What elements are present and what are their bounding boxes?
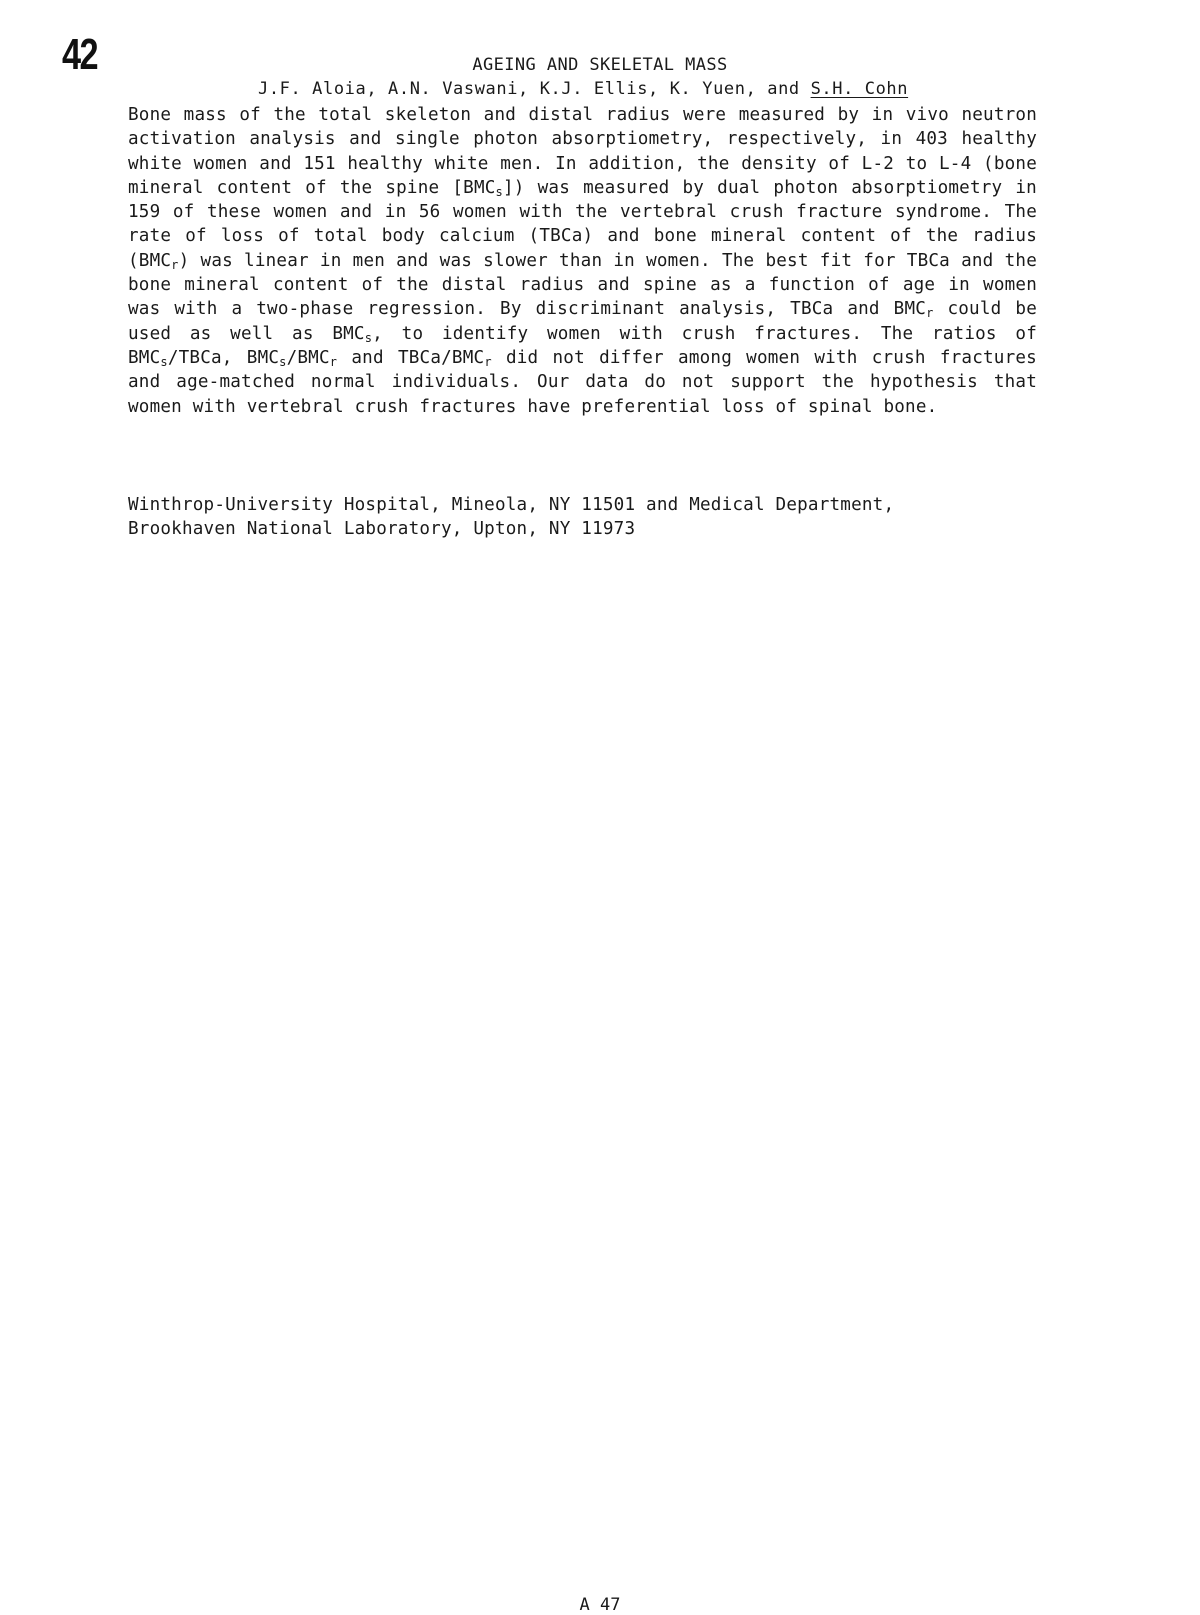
affiliation-line: Winthrop-University Hospital, Mineola, NY 11501 and Medical Department, <box>128 495 895 515</box>
abstract-fragment: , to identify women with crush fractures. The ratios of BMC <box>128 323 1038 368</box>
abstract-fragment: /TBCa, BMC <box>167 347 280 368</box>
subscript: s <box>364 330 373 345</box>
paper-title: AGEING AND SKELETAL MASS <box>472 55 728 75</box>
abstract-fragment: and TBCa/BMC <box>337 347 485 368</box>
page-number: 42 <box>62 30 98 79</box>
abstract-fragment: ]) was measured by dual photon absorptiometry in 159 of these women and in 56 women with the vertebral crush fracture syndrome. The rate of loss of total body calcium (TBCa) and bone mineral content of the radius (BMC <box>128 177 1037 271</box>
folio: A 47 <box>579 1595 621 1615</box>
abstract-fragment: could be used as well as BMC <box>128 299 1037 344</box>
subscript: r <box>926 306 934 321</box>
subscript: r <box>329 354 338 369</box>
abstract-fragment: Bone mass of the total skeleton and distal radius were measured by in vivo neutron activation analysis and single photon absorptiometry, respectively, in 403 healthy white women and 151 healthy white men. In addition, the density of L-2 to L-4 (bone mineral content of the spine [BMC <box>128 105 1037 198</box>
subscript: s <box>160 354 168 369</box>
authors-text: J.F. Aloia, A.N. Vaswani, K.J. Ellis, K. Yuen, and <box>258 79 811 99</box>
subscript: s <box>279 354 287 369</box>
subscript: r <box>484 354 492 369</box>
affiliation <box>128 493 894 542</box>
abstract-fragment: ) was linear in men and was slower than in women. The best fit for TBCa and the bone mineral content of the distal radius and spine as a function of age in women was with a two-phase regression. By discriminant analysis, TBCa and BMC <box>128 250 1037 320</box>
subscript: r <box>171 257 179 272</box>
presenting-author: S.H. Cohn <box>810 79 909 99</box>
affiliation-line: Brookhaven National Laboratory, Upton, NY 11973 <box>128 519 636 540</box>
abstract-text <box>128 103 1037 419</box>
subscript: s <box>495 184 503 199</box>
abstract-fragment: did not differ among women with crush fractures and age-matched normal individuals. Our data do not support the hypothesis that women with vertebral crush fractures have preferential loss of spinal bone. <box>128 347 1037 417</box>
author-list <box>258 79 908 99</box>
abstract-fragment: /BMC <box>286 347 330 368</box>
